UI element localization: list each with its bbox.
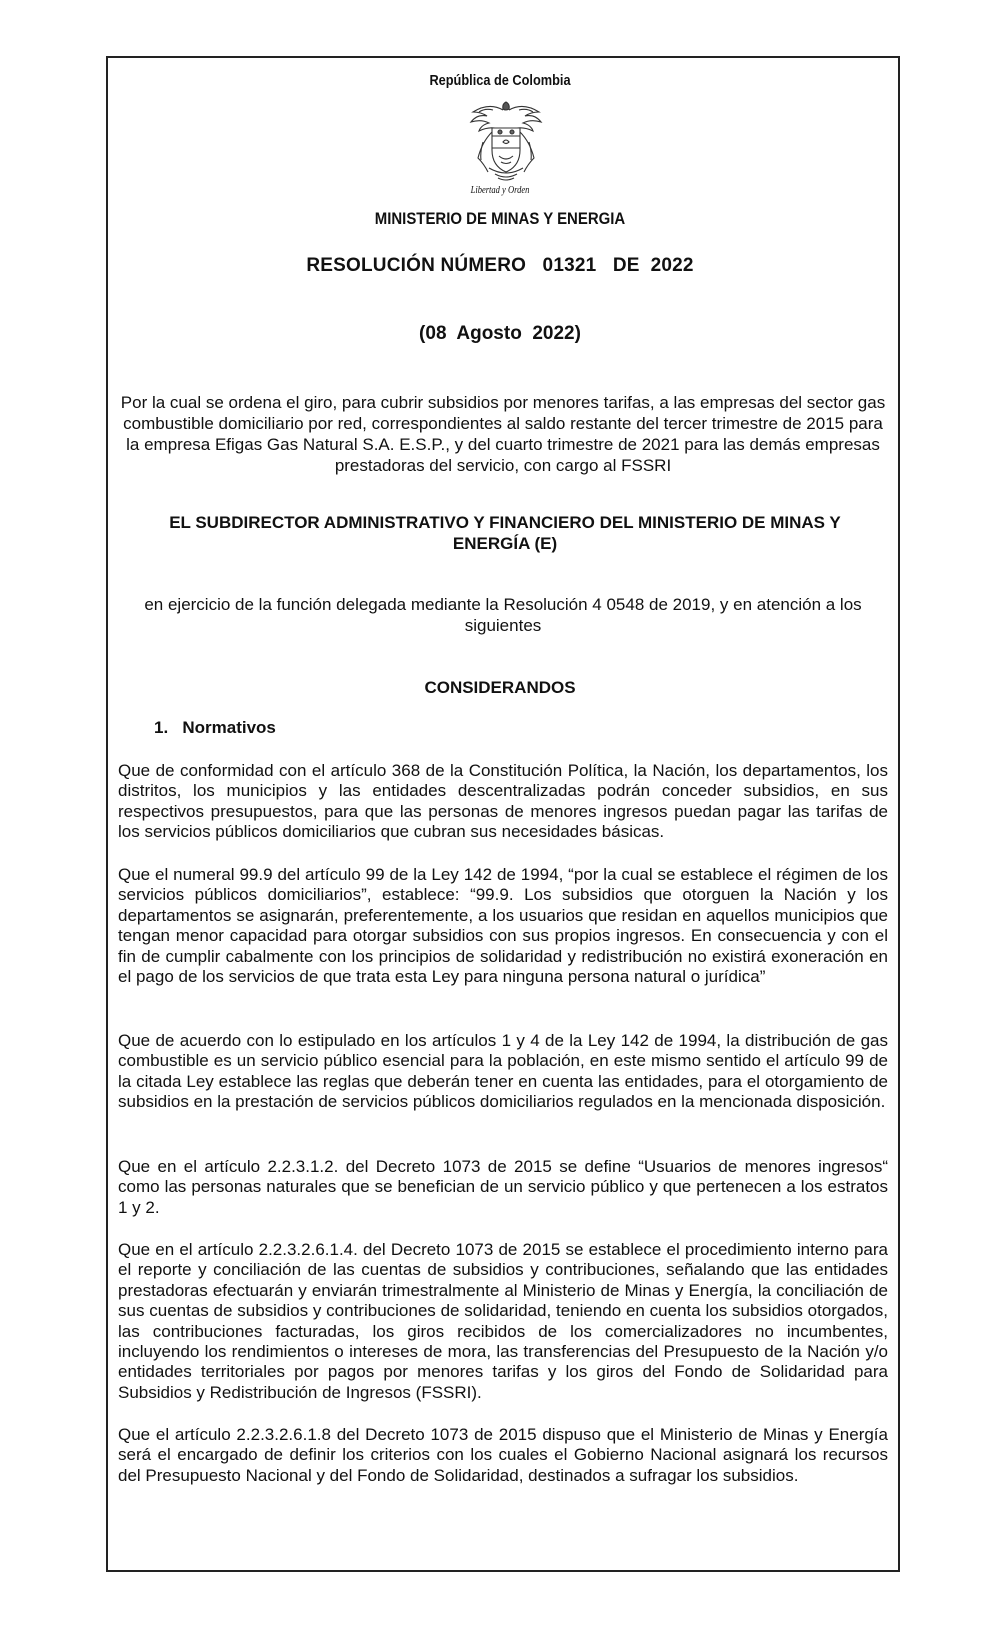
considering-heading: CONSIDERANDOS [424, 678, 576, 697]
paragraph-law-142-article-99: Que el numeral 99.9 del artículo 99 de la Ley 142 de 1994, “por la cual se establece el régimen de los servicios públicos domiciliarios”, establece: “99.9. Los subsidios que otorguen la Nación y los departamentos se asignarán, preferentemente, a los usuarios que residan en aquellos municipios que tengan menor capacidad para otorgar subsidios con sus propios ingresos. En consecuencia y con el fin de cumplir cabalmente con los principios de solidaridad y redistribución no existirá exoneración en el pago de los servicios de que trata esta Ley para ninguna persona natural o jurídica” [118, 865, 888, 987]
coat-of-arms-seal [465, 98, 547, 196]
paragraph-allocation-criteria: Que el artículo 2.2.3.2.6.1.8 del Decreto 1073 de 2015 dispuso que el Ministerio de Minas y Energía será el encargado de definir los criterios con los cuales el Gobierno Nacional asignará los recursos del Presupuesto Nacional y del Fondo de Solidaridad, destinados a sufragar los subsidios. [118, 1425, 888, 1485]
issuing-official: EL SUBDIRECTOR ADMINISTRATIVO Y FINANCIERO DEL MINISTERIO DE MINAS Y ENERGÍA (E) [169, 513, 841, 553]
resolution-summary: Por la cual se ordena el giro, para cubrir subsidios por menores tarifas, a las empresas del sector gas combustible domiciliario por red, correspondientes al saldo restante del tercer trimestre de 2015 para la empresa Efigas Gas Natural S.A. E.S.P., y del cuarto trimestre de 2021 para las demás empresas prestadoras del servicio, con cargo al FSSRI [120, 393, 886, 475]
section-heading-normativos: 1. Normativos [154, 718, 276, 737]
resolution-date: (08 Agosto 2022) [419, 323, 581, 344]
paragraph-gas-public-service: Que de acuerdo con lo estipulado en los artículos 1 y 4 de la Ley 142 de 1994, la distribución de gas combustible es un servicio público esencial para la población, en este mismo sentido el artículo 99 de la citada Ley establece las reglas que deberán tener en cuenta las entidades, para el otorgamiento de subsidios en la prestación de servicios públicos domiciliarios regulados en la mencionada disposición. [118, 1031, 888, 1112]
paragraph-constitution: Que de conformidad con el artículo 368 de la Constitución Política, la Nación, los departamentos, los distritos, los municipios y las entidades descentralizadas podrán conceder subsidios, en sus respectivos presupuestos, para que las personas de menores ingresos puedan pagar las tarifas de los servicios públicos domiciliarios que cubran sus necesidades básicas. [118, 761, 888, 842]
motto: Libertad y Orden [470, 185, 530, 196]
resolution-title: RESOLUCIÓN NÚMERO 01321 DE 2022 [306, 255, 694, 276]
ministry-name: MINISTERIO DE MINAS Y ENERGIA [374, 209, 626, 228]
country-name: República de Colombia [429, 73, 571, 89]
delegation-text: en ejercicio de la función delegada mediante la Resolución 4 0548 de 2019, y en atención a los siguientes [144, 595, 862, 635]
paragraph-reconciliation-procedure: Que en el artículo 2.2.3.2.6.1.4. del Decreto 1073 de 2015 se establece el procedimiento interno para el reporte y conciliación de las cuentas de subsidios y contribuciones, señalando que las entidades prestadoras efectuarán y enviarán trimestralmente al Ministerio de Minas y Energía, la conciliación de sus cuentas de subsidios y contribuciones de solidaridad, teniendo en cuenta los subsidios otorgados, las contribuciones facturadas, los giros recibidos de los comercializadores no incumbentes, incluyendo los rendimientos o intereses de mora, las transferencias del Presupuesto de la Nación y/o entidades territoriales por pagos por menores tarifas y los giros del Fondo de Solidaridad para Subsidios y Redistribución de Ingresos (FSSRI). [118, 1240, 888, 1402]
paragraph-low-income-users: Que en el artículo 2.2.3.1.2. del Decreto 1073 de 2015 se define “Usuarios de menores ingresos“ como las personas naturales que se benefician de un servicio público y que pertenecen a los estratos 1 y 2. [118, 1157, 888, 1217]
